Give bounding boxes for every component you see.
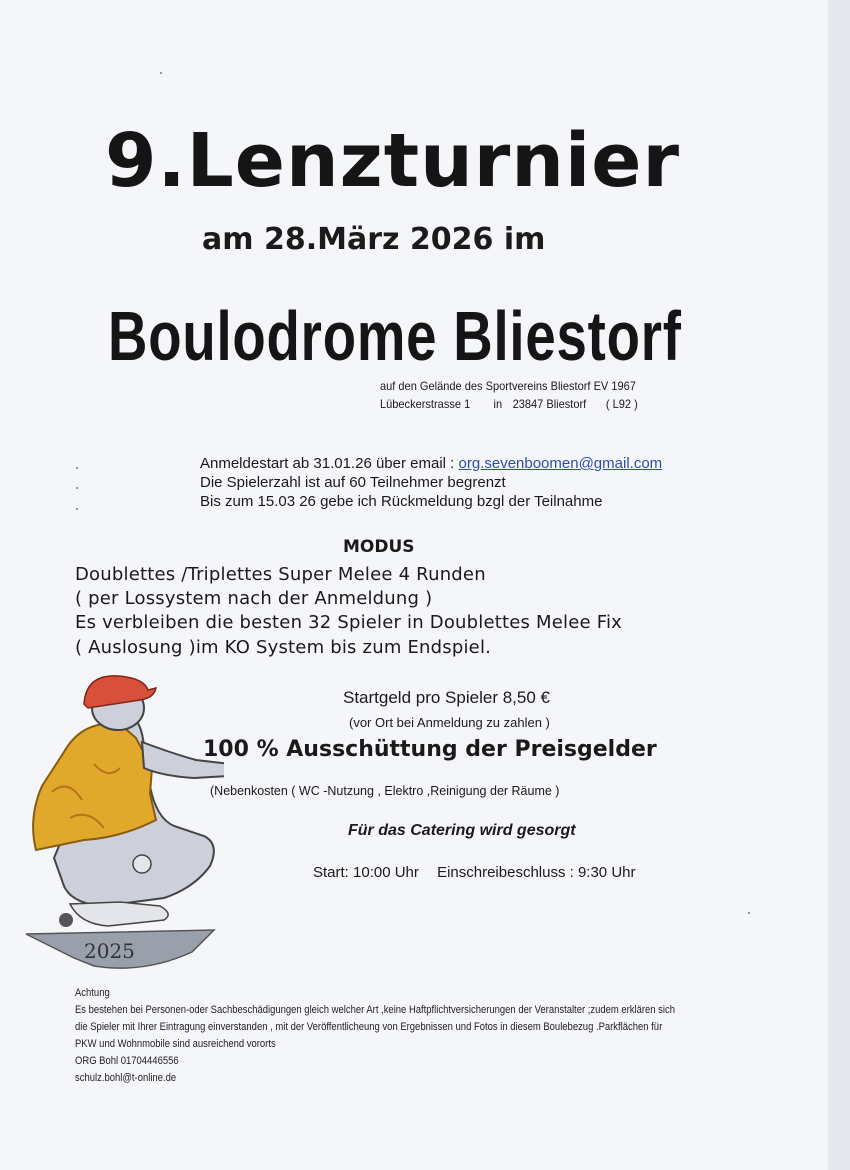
player-cap xyxy=(84,676,156,708)
event-date: am 28.März 2026 im xyxy=(202,222,546,257)
player-arm xyxy=(142,742,224,778)
page-title: 9.Lenzturnier xyxy=(105,118,680,204)
registration-line-1 xyxy=(200,455,662,472)
address-road: ( L92 ) xyxy=(605,397,638,411)
registration-start-text: Anmeldestart ab 31.01.26 über email : xyxy=(200,455,459,472)
modus-line: ( per Lossystem nach der Anmeldung ) xyxy=(75,588,433,609)
footer-heading: Achtung xyxy=(75,987,110,999)
registration-deadline: Einschreibeschluss : 9:30 Uhr xyxy=(437,864,636,881)
paper-speck xyxy=(748,912,750,914)
address-line-1: auf den Gelände des Sportvereins Bliestorf EV 1967 xyxy=(380,379,636,393)
footer-disclaimer-line: die Spieler mit Ihrer Eintragung einverstanden , mit der Veröffentlicheung von Ergebnissen und Fotos in diesem Boulebezug .Parkflächen für xyxy=(75,1021,663,1033)
player-shoe xyxy=(59,913,73,927)
start-times xyxy=(313,864,636,881)
address-in: in xyxy=(493,397,503,411)
address-street: Lübeckerstrasse 1 xyxy=(380,397,471,411)
modus-line: Es verbleiben die besten 32 Spieler in Doublettes Melee Fix xyxy=(75,612,623,633)
registration-email-link[interactable]: org.sevenboomen@gmail.com xyxy=(458,455,663,472)
boule-ball xyxy=(133,855,151,873)
footer-org-phone: ORG Bohl 01704446556 xyxy=(75,1055,179,1067)
venue-name: Boulodrome Bliestorf xyxy=(108,297,682,375)
footer-contact-email[interactable]: schulz.bohl@t-online.de xyxy=(75,1072,177,1084)
additional-costs: (Nebenkosten ( WC -Nutzung , Elektro ,Reinigung der Räume ) xyxy=(210,784,560,798)
footer-disclaimer-line: PKW und Wohnmobile sind ausreichend vororts xyxy=(75,1038,276,1050)
scan-edge xyxy=(828,0,850,1170)
address-line-2 xyxy=(380,397,638,411)
prize-payout: 100 % Ausschüttung der Preisgelder xyxy=(203,737,657,762)
paper-speck xyxy=(76,487,78,489)
registration-line-2: Die Spielerzahl ist auf 60 Teilnehmer begrenzt xyxy=(200,474,506,491)
catering-note: Für das Catering wird gesorgt xyxy=(348,822,576,839)
start-time: Start: 10:00 Uhr xyxy=(313,864,419,881)
illustration-year: 2025 xyxy=(84,939,135,963)
boule-player-illustration xyxy=(24,668,224,980)
footer-disclaimer-line: Es bestehen bei Personen-oder Sachbeschädigungen gleich welcher Art ,keine Haftpflichtversicherungen der Veranstalter ;zudem erklären sich xyxy=(75,1004,676,1016)
player-feet xyxy=(70,902,168,926)
paper-speck xyxy=(76,467,78,469)
paper-speck xyxy=(160,72,162,74)
modus-line: ( Auslosung )im KO System bis zum Endspiel. xyxy=(75,637,492,658)
entry-fee-note: (vor Ort bei Anmeldung zu zahlen ) xyxy=(349,715,550,730)
paper-speck xyxy=(76,508,78,510)
entry-fee: Startgeld pro Spieler 8,50 € xyxy=(343,688,550,707)
modus-line: Doublettes /Triplettes Super Melee 4 Runden xyxy=(75,564,486,585)
address-city: 23847 Bliestorf xyxy=(512,397,587,411)
registration-line-3: Bis zum 15.03 26 gebe ich Rückmeldung bzgl der Teilnahme xyxy=(200,493,603,510)
modus-heading: MODUS xyxy=(343,537,415,557)
